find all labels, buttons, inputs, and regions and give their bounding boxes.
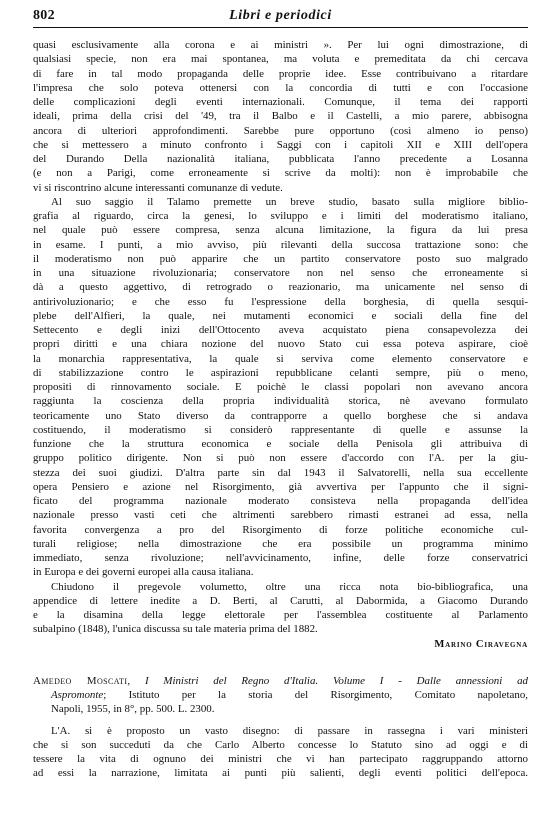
text-line: tessere la vita di ognuno dei ministri che vi han partecipato raggruppando attorno (33, 753, 528, 765)
text-line: delle complicazioni degli eventi internazionali. Comunque, il tema dei rapporti (33, 96, 528, 108)
text-line: stezza dei suoi giudizi. D'altra parte sin dal 1943 il Salvatorelli, nella sua eccellente (33, 466, 528, 479)
author-signature: Marino Ciravegna (434, 638, 528, 650)
running-head: Libri e periodici (229, 8, 332, 23)
text-line: l'impresa che solo poteva ottenersi con la concordia di tutti e con l'occasione (33, 81, 528, 94)
text-line: e la disamina della legge elettorale per l'assemblea costituente al Parlamento (33, 609, 528, 621)
review-heading (33, 674, 528, 717)
text-line: propositi di rinnovamento sociale. E poichè le classi popolari non avevano ancora (33, 381, 528, 393)
header-rule (33, 27, 528, 28)
text-line: in esame. I punti, a mio avviso, più rilevanti della succosa trattazione sono: che (33, 238, 528, 251)
review-title: , I Ministri del Regno d'Italia. Volume I - Dalle annessioni ad (127, 674, 528, 687)
text-line: antirivoluzionario; e che esso fu l'espressione della borghesia, di quella sesqui- (33, 295, 528, 308)
text-line: la monarchia rappresentativa, la quale si serviva come elemento conservatore e (33, 352, 528, 365)
text-line: grafia al riguardo, circa la genesi, lo sviluppo e i limiti del moderatismo italiano, (33, 210, 528, 222)
text-line: ficato del programma nazionale moderato consisteva nella propaganda dell'idea (33, 495, 528, 507)
page-header (33, 8, 528, 26)
text-line: del Durando Della nazionalità italiana, pubblicata l'anno precedente a Losanna (33, 153, 528, 165)
review-paragraph-1 (33, 724, 528, 781)
article-body (33, 38, 528, 781)
text-line: raggiunta la coscienza della propria individualità storica, nè avevano formulato (33, 395, 528, 408)
text-line: (e non a Parigi, come erroneamente si scrive da molti): non è improbabile che (33, 167, 528, 180)
text-line: che si son succeduti da che Carlo Alberto concesse lo Statuto sino ad oggi e di (33, 738, 528, 751)
paragraph-1 (33, 38, 528, 195)
review-pub-info: Napoli, 1955, in 8°, pp. 500. L. 2300. (51, 703, 215, 716)
text-line: plebe dell'Alfieri, la quale, nei mutamenti economici e sociali della fine del (33, 309, 528, 322)
review-publisher: ; Istituto per la storia del Risorgimento, Comitato napoletano, (103, 689, 528, 701)
text-line: Settecento e degli inizi dell'Ottocento aveva acquistato piena consapevolezza dei (33, 324, 528, 336)
review-citation-line-1 (33, 674, 528, 688)
text-line: appendice di lettere inedite a D. Berti, al Carutti, al Dabormida, a Giacomo Durando (33, 594, 528, 607)
text-line: turali religiose; nella dimostrazione che era possibile un programma minimo (33, 537, 528, 550)
text-line: ad essi la narrazione, limitata ai punti più salienti, degli eventi politici dell'epoca. (33, 767, 528, 780)
text-line: subalpino (1848), l'unica discussa su tale materia prima del 1882. (33, 623, 318, 636)
text-line: di stabilizzazione contro le aspirazioni repubblicane celanti sempre, più o meno, (33, 366, 528, 379)
text-line: Al suo saggio il Talamo premette un breve studio, basato sulla migliore biblio- (51, 195, 528, 208)
text-line: immediato, senza rivoluzione; nell'avvicinamento, infine, delle forze conservatrici (33, 552, 528, 564)
review-title-cont: Aspromonte (51, 689, 104, 701)
paragraph-2 (33, 195, 528, 580)
paragraph-3 (33, 580, 528, 637)
text-line: gruppo politico dirigente. Non si può non essere d'accordo con l'A. per la giu- (33, 452, 528, 465)
page-number: 802 (33, 8, 55, 23)
text-line: Chiudono il pregevole volumetto, oltre una ricca nota bio-bibliografica, una (51, 580, 528, 593)
text-line: dà a questo aggettivo, di retrogrado o reazionario, ma unicamente nel senso di (33, 281, 528, 294)
text-line: propri diritti e una chiara nozione del nuovo Stato cui essa poteva aspirare, cioè (33, 338, 528, 351)
text-line: vi si riscontrino alcune interessanti comunanze di vedute. (33, 181, 283, 194)
text-line: favorita convergenza a pro del Risorgimento di forze politiche economiche cul- (33, 523, 528, 536)
text-line: il moderatismo non può apparire che un partito conservatore posto suo malgrado (33, 252, 528, 265)
review-author: Amedeo Moscati (33, 674, 128, 687)
text-line: che si mettessero a minuto confronto i Saggi con i capitoli XII e XIII dell'opera (33, 138, 528, 151)
text-line: nel quale può essere compresa, senza alcuna limitazione, la figura da lui presa (33, 224, 528, 237)
text-line: teoricamente uno Stato diverso da contrapporre a quello borghese che si andava (33, 409, 528, 422)
text-line: quasi esclusivamente alla corona e ai ministri ». Per lui ogni dimostrazione, di (33, 39, 528, 51)
text-line: in Europa e dei governi europei alla causa italiana. (33, 566, 254, 579)
text-line: opera Pensiero e azione nel Risorgimento, già avvertiva per l'appunto che il signi- (33, 480, 528, 493)
text-line: ancora di ulteriori approfondimenti. Sarebbe pure opportuno (così almeno io penso) (33, 124, 528, 137)
text-line: costituendo, il moderatismo si considerò rappresentante di quelle e assunse la (33, 423, 528, 436)
text-line: qualsiasi specie, non era mai spontanea, ma voluta e premeditata da chi cercava (33, 53, 528, 66)
text-line: L'A. si è proposto un vasto disegno: di passare in rassegna i vari ministeri (51, 724, 528, 737)
text-line: ideali, prima della crisi del '49, tra il Balbo e il Castelli, a mio parere, abbisogna (33, 110, 528, 123)
text-line: nazionale presso vasti ceti che altrimenti sarebbero rimasti estranei ad essa, nella (33, 509, 528, 522)
text-line: funzione che la struttura economica e sociale della Penisola gli attribuiva di (33, 438, 528, 450)
text-line: in una situazione rivoluzionaria; conservatore non nel senso che erroneamente si (33, 267, 528, 279)
text-line: di fare in tal modo propaganda delle proprie idee. Esse contribuivano a ritardare (33, 67, 528, 80)
review-citation-line-2 (33, 688, 528, 702)
